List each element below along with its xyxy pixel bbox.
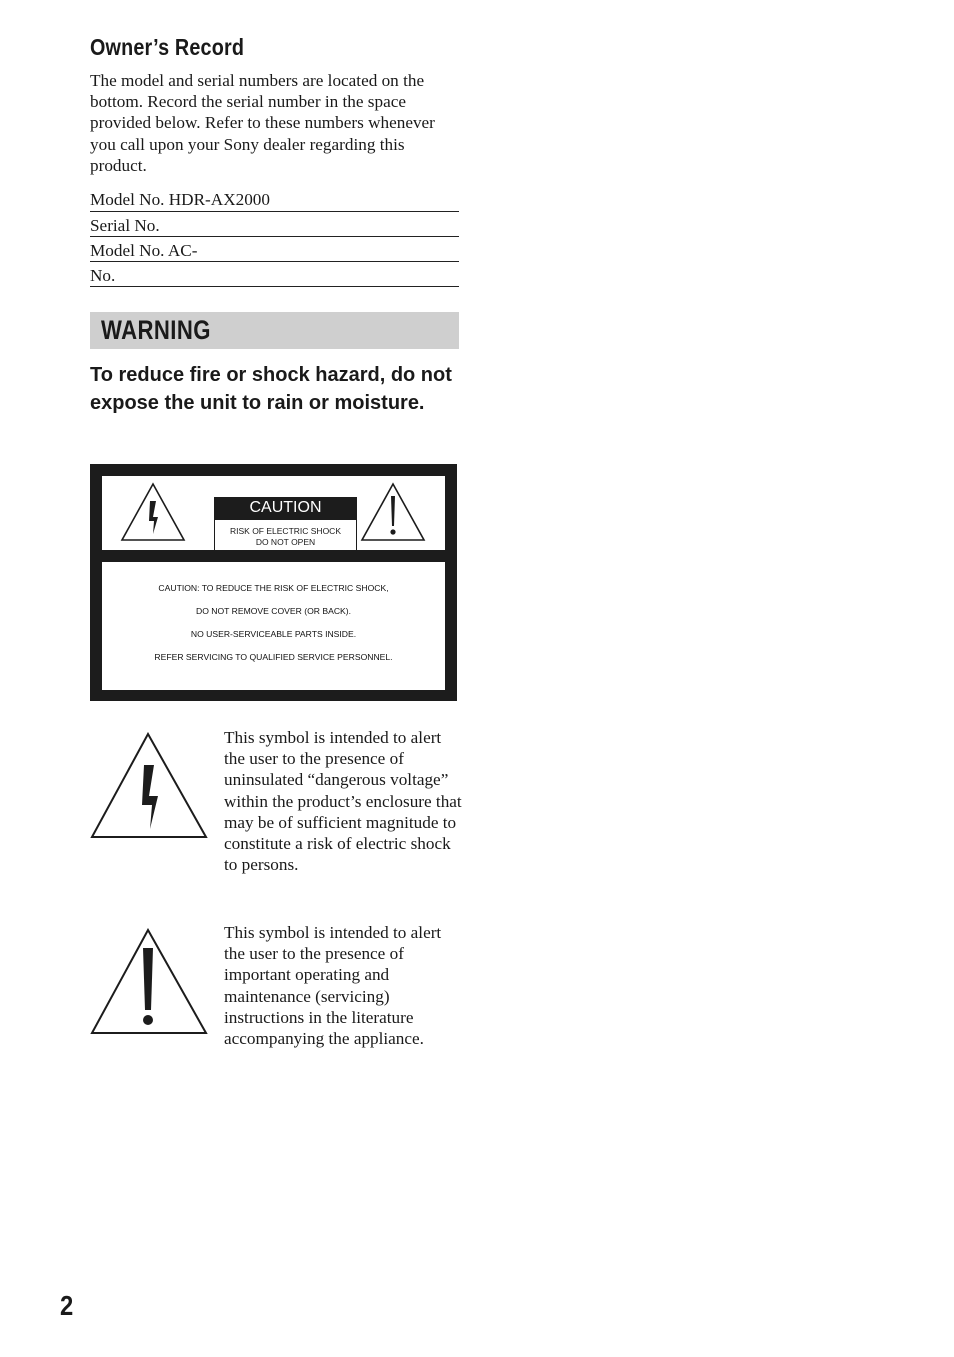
- hazard-statement: To reduce fire or shock hazard, do not expose the unit to rain or moisture.: [90, 364, 452, 414]
- page-number: 2: [60, 1290, 74, 1321]
- caution-sub-line1: RISK OF ELECTRIC SHOCK: [230, 526, 341, 536]
- caution-label-body: [102, 562, 445, 690]
- warning-heading: WARNING: [101, 315, 211, 345]
- exclamation-symbol-text: This symbol is intended to alert the user to the presence of important operating and maintenance (servicing) instructions in the literature accompanying the appliance.: [224, 923, 442, 1049]
- caution-title: CAUTION: [214, 497, 357, 519]
- lightning-symbol-icon: [90, 732, 208, 840]
- caution-line-1: CAUTION: TO REDUCE THE RISK OF ELECTRIC SHOCK,: [158, 583, 389, 593]
- warning-bar: [90, 312, 459, 349]
- exclamation-symbol-icon: [90, 928, 208, 1036]
- owners-record-intro: The model and serial numbers are located on the bottom. Record the serial number in the space provided below. Refer to these numbers whenever you call upon your Sony dealer regarding this product.: [90, 71, 435, 175]
- caution-label-top: [102, 476, 445, 550]
- caution-line-4: REFER SERVICING TO QUALIFIED SERVICE PERSONNEL.: [154, 652, 393, 662]
- record-table: [90, 186, 459, 287]
- record-row-model: Model No. HDR-AX2000: [90, 186, 459, 212]
- record-row-ac-no: No.: [90, 262, 459, 287]
- lightning-symbol-text: This symbol is intended to alert the user to the presence of uninsulated “dangerous voltage” within the product’s enclosure that may be of sufficient magnitude to constitute a risk of electric shock to persons.: [224, 728, 462, 875]
- lightning-warning-icon: [120, 482, 186, 542]
- caution-line-3: NO USER-SERVICEABLE PARTS INSIDE.: [190, 629, 357, 639]
- caution-subtitle: [214, 519, 357, 554]
- caution-sub-line2: DO NOT OPEN: [255, 536, 316, 547]
- exclamation-warning-icon: [360, 482, 426, 542]
- caution-label: [90, 464, 457, 701]
- record-row-serial: Serial No.: [90, 212, 459, 237]
- caution-line-2: DO NOT REMOVE COVER (OR BACK).: [195, 606, 352, 616]
- record-row-ac-model: Model No. AC-: [90, 237, 459, 262]
- owners-record-heading: Owner’s Record: [90, 34, 245, 60]
